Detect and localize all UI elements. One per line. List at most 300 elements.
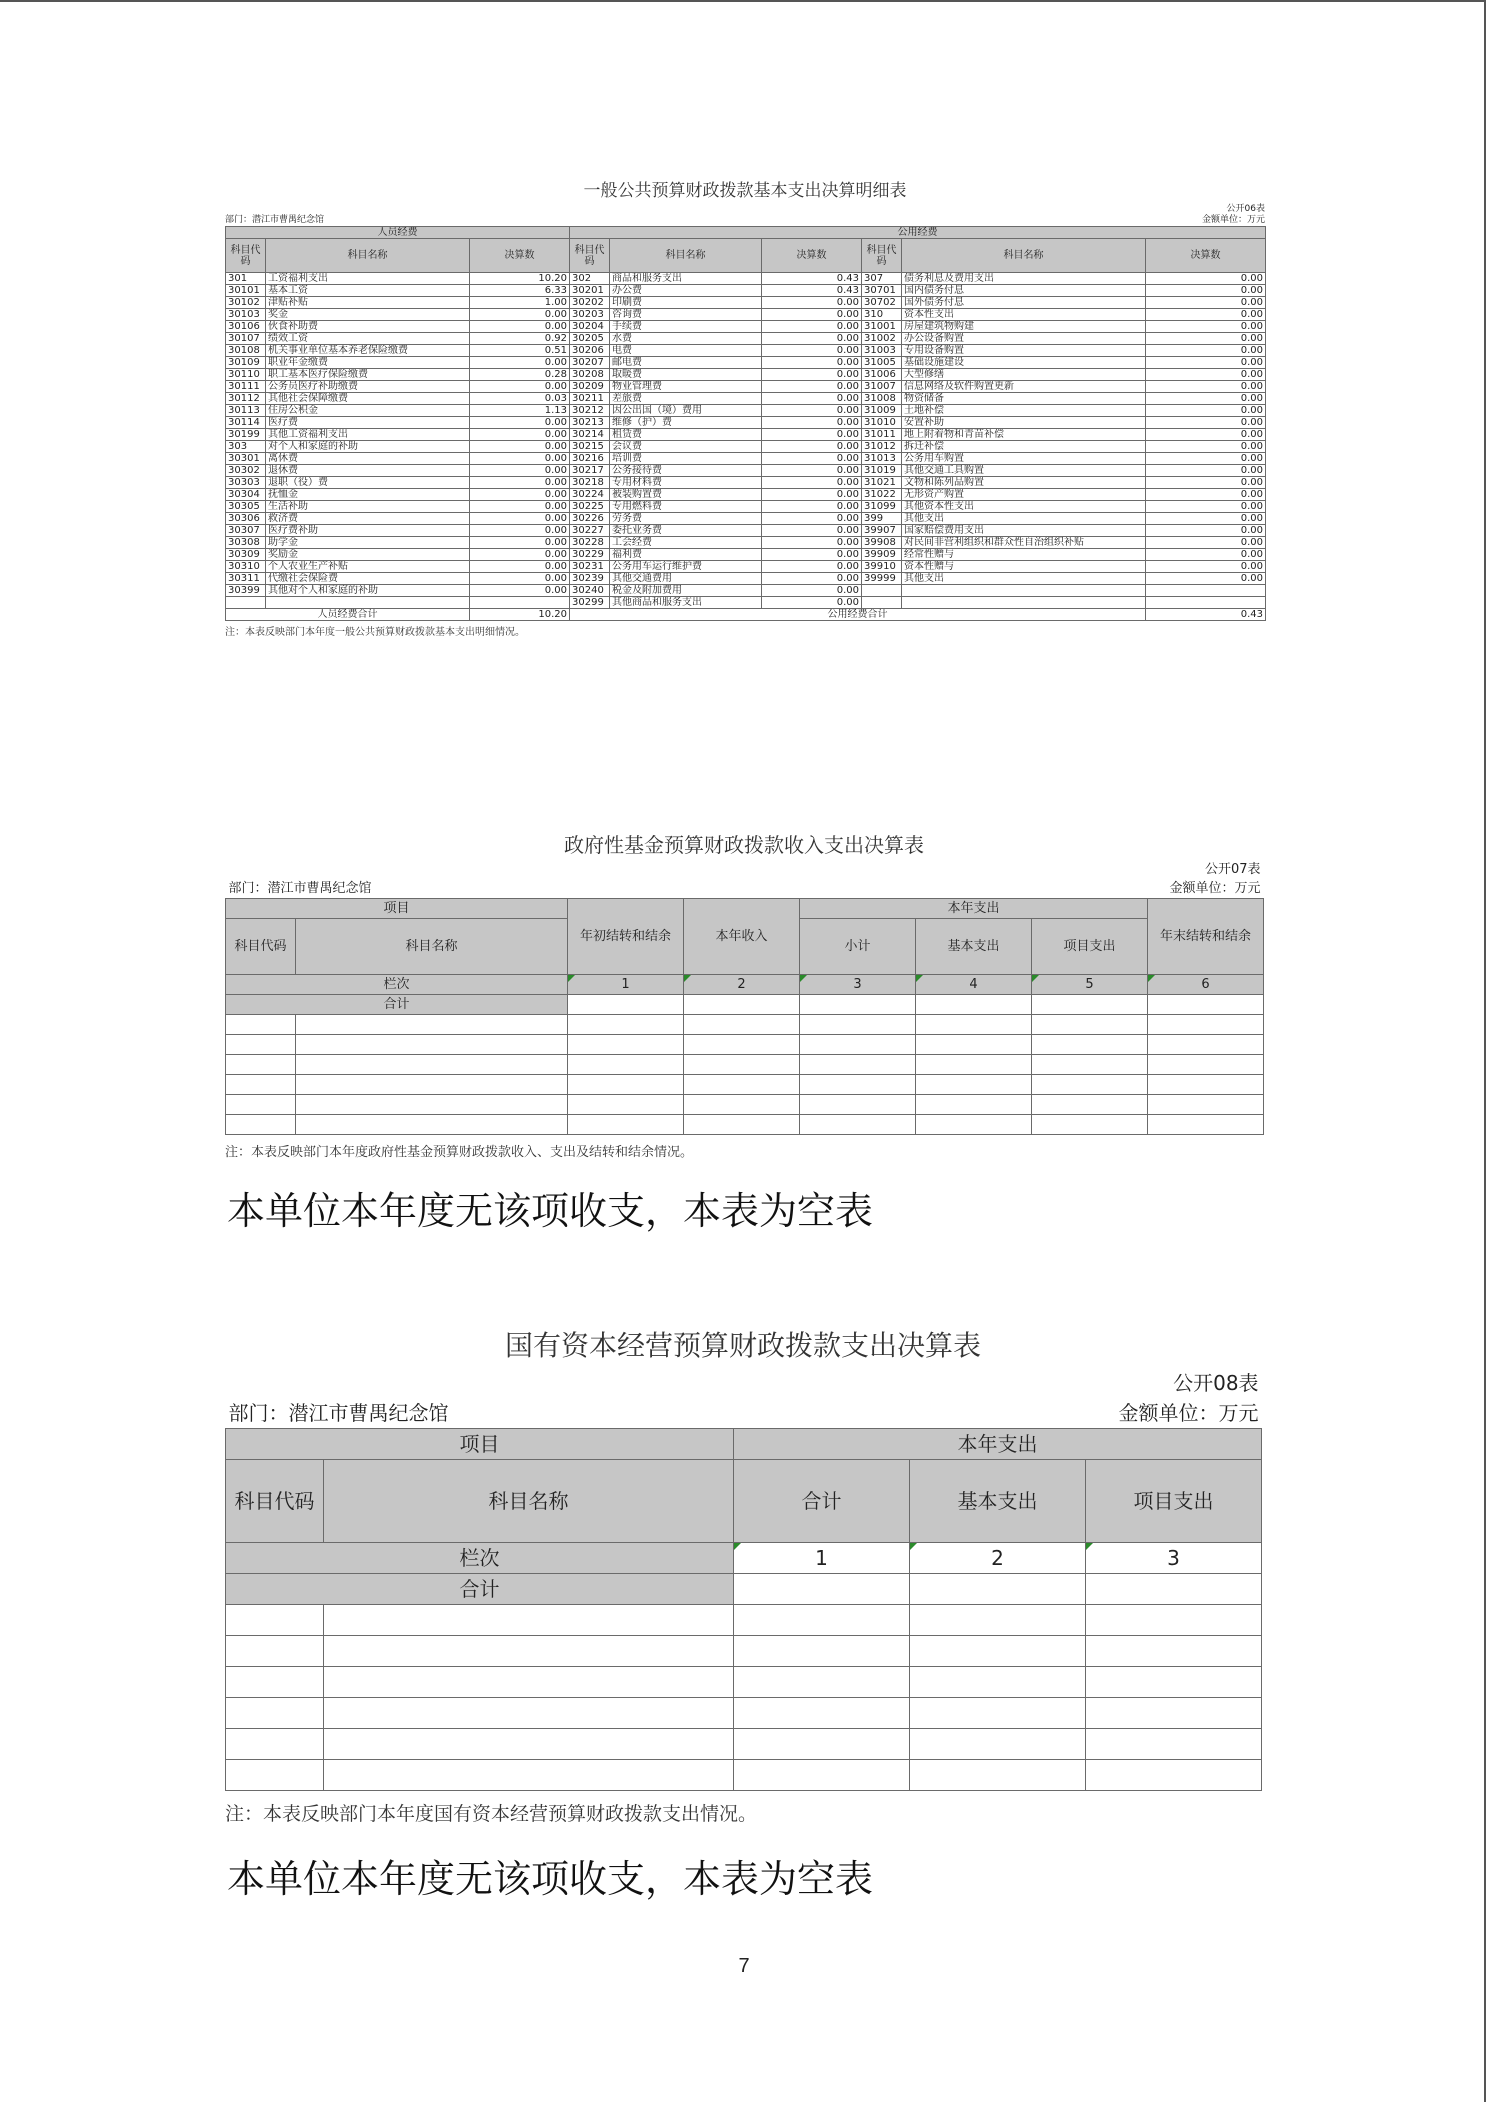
cell-code: 30109: [226, 357, 266, 369]
cell-code: [862, 597, 902, 609]
cell-amount: 0.00: [470, 501, 570, 513]
cell-code: 301: [226, 273, 266, 285]
cell-amount: 0.00: [470, 321, 570, 333]
cell-code: 30239: [570, 573, 610, 585]
table2-h-code: 科目代码: [226, 919, 296, 975]
cell-code: 30228: [570, 537, 610, 549]
cell-name: 福利费: [610, 549, 762, 561]
table1-row: [226, 273, 1266, 285]
cell-code: 30214: [570, 429, 610, 441]
table2-h-expense: 本年支出: [800, 899, 1148, 919]
cell-name: 其他商品和服务支出: [610, 597, 762, 609]
col-code: 科目代码: [570, 239, 610, 273]
cell-name: 退职（役）费: [266, 477, 470, 489]
table2-block: [225, 830, 1263, 1160]
cell-code: 30240: [570, 585, 610, 597]
cell-code: 30204: [570, 321, 610, 333]
table2-col-num: 2: [684, 975, 800, 995]
cell-name: 其他社会保障缴费: [266, 393, 470, 405]
cell-code: 307: [862, 273, 902, 285]
cell-code: [862, 585, 902, 597]
table2-h-name: 科目名称: [296, 919, 568, 975]
cell-amount: 0.00: [470, 513, 570, 525]
cell-code: 30102: [226, 297, 266, 309]
table1-row: [226, 561, 1266, 573]
cell-code: 39908: [862, 537, 902, 549]
group-public: 公用经费: [570, 227, 1266, 239]
table1-block: [225, 178, 1265, 638]
cell-amount: 0.00: [762, 417, 862, 429]
table1-row: [226, 501, 1266, 513]
table2-h-project: 项目支出: [1032, 919, 1148, 975]
cell-amount: 0.00: [1146, 537, 1266, 549]
cell-name: 印刷费: [610, 297, 762, 309]
cell-amount: 0.00: [1146, 501, 1266, 513]
table2-h-end: 年末结转和结余: [1148, 899, 1264, 975]
cell-code: 30209: [570, 381, 610, 393]
cell-amount: 6.33: [470, 285, 570, 297]
cell-name: 其他工资福利支出: [266, 429, 470, 441]
table1-unit: 金额单位：万元: [1201, 215, 1265, 225]
cell-amount: 0.00: [470, 561, 570, 573]
cell-name: 培训费: [610, 453, 762, 465]
cell-amount: 0.00: [1146, 273, 1266, 285]
cell-name: 国家赔偿费用支出: [902, 525, 1146, 537]
total-public-value: 0.43: [1146, 609, 1266, 621]
cell-name: 津贴补贴: [266, 297, 470, 309]
cell-amount: 0.00: [1146, 513, 1266, 525]
cell-code: 31011: [862, 429, 902, 441]
cell-amount: 0.00: [762, 573, 862, 585]
cell-code: 30111: [226, 381, 266, 393]
cell-amount: 0.00: [470, 525, 570, 537]
table2-h-item: 项目: [226, 899, 568, 919]
table1-row: [226, 573, 1266, 585]
cell-code: 30215: [570, 441, 610, 453]
table3-title: 国有资本经营预算财政拨款支出决算表: [504, 1329, 981, 1362]
cell-code: 30208: [570, 369, 610, 381]
table3-h-basic: 基本支出: [910, 1460, 1086, 1543]
cell-code: 31022: [862, 489, 902, 501]
cell-name: 维修（护）费: [610, 417, 762, 429]
cell-name: 物资储备: [902, 393, 1146, 405]
cell-amount: 0.00: [762, 585, 862, 597]
cell-code: 30110: [226, 369, 266, 381]
table3-form-no: 公开08表: [1173, 1371, 1259, 1395]
cell-amount: 0.00: [762, 405, 862, 417]
cell-name: 抚恤金: [266, 489, 470, 501]
table3-h-name: 科目名称: [324, 1460, 734, 1543]
table3-empty-row: [226, 1760, 1262, 1791]
cell-amount: 0.00: [762, 441, 862, 453]
col-amount: 决算数: [1146, 239, 1266, 273]
cell-code: 39907: [862, 525, 902, 537]
cell-code: 30199: [226, 429, 266, 441]
cell-name: 医疗费: [266, 417, 470, 429]
table1-footnote: 注：本表反映部门本年度一般公共预算财政拨款基本支出明细情况。: [225, 627, 525, 638]
col-amount: 决算数: [762, 239, 862, 273]
table1-row: [226, 537, 1266, 549]
cell-name: [902, 597, 1146, 609]
cell-code: 30303: [226, 477, 266, 489]
cell-name: 公务接待费: [610, 465, 762, 477]
cell-name: 电费: [610, 345, 762, 357]
cell-amount: 0.00: [1146, 321, 1266, 333]
total-public-label: 公用经费合计: [570, 609, 1146, 621]
cell-name: 税金及附加费用: [610, 585, 762, 597]
cell-amount: 0.00: [762, 381, 862, 393]
cell-amount: 0.00: [470, 381, 570, 393]
cell-amount: 0.00: [1146, 297, 1266, 309]
col-code: 科目代码: [226, 239, 266, 273]
table1-row: [226, 345, 1266, 357]
cell-amount: 0.00: [1146, 285, 1266, 297]
cell-code: 30201: [570, 285, 610, 297]
table1-dept: 部门：潜江市曹禺纪念馆: [225, 215, 325, 225]
cell-amount: 0.00: [1146, 393, 1266, 405]
cell-code: 30217: [570, 465, 610, 477]
table3-h-expense: 本年支出: [734, 1429, 1262, 1460]
cell-code: 30307: [226, 525, 266, 537]
table1-meta: [225, 204, 1265, 226]
cell-code: 30310: [226, 561, 266, 573]
cell-code: 39999: [862, 573, 902, 585]
cell-code: 30114: [226, 417, 266, 429]
table2-dept: 部门：潜江市曹禺纪念馆: [228, 881, 372, 896]
table2-empty-rows: [226, 1015, 1264, 1135]
table1-row: [226, 429, 1266, 441]
cell-code: 30106: [226, 321, 266, 333]
cell-amount: 0.00: [1146, 405, 1266, 417]
cell-amount: [1146, 597, 1266, 609]
cell-code: 30224: [570, 489, 610, 501]
cell-code: 30107: [226, 333, 266, 345]
table2-h-income: 本年收入: [684, 899, 800, 975]
table1-row: [226, 333, 1266, 345]
cell-code: 31006: [862, 369, 902, 381]
table1-row: [226, 381, 1266, 393]
table3-footnote: 注：本表反映部门本年度国有资本经营预算财政拨款支出情况。: [225, 1803, 758, 1825]
table1-row: [226, 477, 1266, 489]
cell-amount: 0.00: [1146, 549, 1266, 561]
cell-amount: 0.00: [1146, 573, 1266, 585]
cell-amount: 0.00: [470, 357, 570, 369]
cell-name: 劳务费: [610, 513, 762, 525]
table1-row: [226, 549, 1266, 561]
cell-name: 会议费: [610, 441, 762, 453]
cell-amount: 0.00: [1146, 561, 1266, 573]
cell-name: 信息网络及软件购置更新: [902, 381, 1146, 393]
cell-amount: 1.13: [470, 405, 570, 417]
cell-amount: 0.00: [762, 453, 862, 465]
cell-name: 工会经费: [610, 537, 762, 549]
cell-name: 住房公积金: [266, 405, 470, 417]
table3-h-total: 合计: [734, 1460, 910, 1543]
cell-amount: 10.20: [470, 273, 570, 285]
cell-name: 商品和服务支出: [610, 273, 762, 285]
cell-name: 个人农业生产补贴: [266, 561, 470, 573]
cell-amount: 0.00: [762, 465, 862, 477]
cell-code: 30202: [570, 297, 610, 309]
cell-amount: 0.00: [1146, 381, 1266, 393]
cell-name: 办公设备购置: [902, 333, 1146, 345]
cell-amount: 0.00: [1146, 345, 1266, 357]
cell-amount: 0.00: [1146, 525, 1266, 537]
cell-name: 生活补助: [266, 501, 470, 513]
cell-name: 工资福利支出: [266, 273, 470, 285]
cell-code: 30226: [570, 513, 610, 525]
cell-code: 30203: [570, 309, 610, 321]
cell-code: 30212: [570, 405, 610, 417]
cell-amount: 0.00: [1146, 453, 1266, 465]
cell-amount: 0.00: [1146, 441, 1266, 453]
cell-code: 30101: [226, 285, 266, 297]
cell-amount: 0.00: [470, 441, 570, 453]
cell-amount: 0.00: [762, 321, 862, 333]
cell-name: 因公出国（境）费用: [610, 405, 762, 417]
cell-name: 公务用车运行维护费: [610, 561, 762, 573]
total-personnel-label: 人员经费合计: [226, 609, 470, 621]
empty-table-note-2: 本单位本年度无该项收支，本表为空表: [227, 1857, 874, 1901]
cell-name: 物业管理费: [610, 381, 762, 393]
cell-name: 债务利息及费用支出: [902, 273, 1146, 285]
table2-form-no: 公开07表: [1205, 862, 1261, 877]
cell-amount: 0.43: [762, 273, 862, 285]
cell-name: 其他资本性支出: [902, 501, 1146, 513]
cell-name: 拆迁补偿: [902, 441, 1146, 453]
table1-row: [226, 417, 1266, 429]
cell-name: 奖励金: [266, 549, 470, 561]
cell-amount: 0.00: [1146, 465, 1266, 477]
cell-code: 39910: [862, 561, 902, 573]
cell-code: 30308: [226, 537, 266, 549]
cell-name: 绩效工资: [266, 333, 470, 345]
table1-title: 一般公共预算财政拨款基本支出决算明细表: [583, 181, 907, 201]
table3-col-num: 3: [1086, 1543, 1262, 1574]
table3-unit: 金额单位：万元: [1118, 1401, 1259, 1425]
cell-name: 基础设施建设: [902, 357, 1146, 369]
cell-amount: 0.00: [762, 549, 862, 561]
cell-code: 39909: [862, 549, 902, 561]
cell-amount: 0.00: [1146, 309, 1266, 321]
table2-empty-row: [226, 1015, 1264, 1035]
cell-amount: 0.00: [762, 537, 862, 549]
cell-code: 30108: [226, 345, 266, 357]
cell-name: [902, 585, 1146, 597]
table1-row: [226, 453, 1266, 465]
cell-code: 30225: [570, 501, 610, 513]
table1-row: [226, 393, 1266, 405]
cell-name: 其他对个人和家庭的补助: [266, 585, 470, 597]
total-personnel-value: 10.20: [470, 609, 570, 621]
cell-amount: 0.00: [470, 477, 570, 489]
empty-table-note-1: 本单位本年度无该项收支，本表为空表: [227, 1189, 874, 1233]
cell-name: 奖金: [266, 309, 470, 321]
table3-empty-row: [226, 1667, 1262, 1698]
table1-row: [226, 321, 1266, 333]
table2-empty-row: [226, 1095, 1264, 1115]
table3-row-total: 合计: [226, 1574, 734, 1605]
cell-name: 公务用车购置: [902, 453, 1146, 465]
table3-h-project: 项目支出: [1086, 1460, 1262, 1543]
cell-amount: 0.00: [762, 597, 862, 609]
cell-code: 30213: [570, 417, 610, 429]
cell-amount: 0.00: [762, 489, 862, 501]
cell-name: 其他支出: [902, 573, 1146, 585]
cell-name: 专用材料费: [610, 477, 762, 489]
cell-code: 31010: [862, 417, 902, 429]
cell-amount: 0.00: [470, 429, 570, 441]
cell-code: 30304: [226, 489, 266, 501]
cell-name: 基本工资: [266, 285, 470, 297]
col-name: 科目名称: [902, 239, 1146, 273]
table3-h-code: 科目代码: [226, 1460, 324, 1543]
cell-name: 大型修缮: [902, 369, 1146, 381]
table3-col-num: 1: [734, 1543, 910, 1574]
cell-name: 代缴社会保险费: [266, 573, 470, 585]
table2-h-begin: 年初结转和结余: [568, 899, 684, 975]
cell-code: 30702: [862, 297, 902, 309]
table1-row: [226, 513, 1266, 525]
table1-body: [226, 273, 1266, 609]
cell-amount: 0.43: [762, 285, 862, 297]
cell-name: [266, 597, 470, 609]
table2-empty-row: [226, 1115, 1264, 1135]
cell-amount: 1.00: [470, 297, 570, 309]
cell-code: 31008: [862, 393, 902, 405]
cell-name: 租赁费: [610, 429, 762, 441]
page-number: 7: [738, 1955, 750, 1977]
cell-name: 被装购置费: [610, 489, 762, 501]
cell-amount: 0.00: [470, 417, 570, 429]
table1-row: [226, 525, 1266, 537]
cell-name: 退休费: [266, 465, 470, 477]
cell-amount: 0.00: [1146, 357, 1266, 369]
cell-name: 职工基本医疗保险缴费: [266, 369, 470, 381]
table3: [225, 1368, 1262, 1791]
cell-amount: 0.00: [1146, 417, 1266, 429]
cell-name: 伙食补助费: [266, 321, 470, 333]
table3-dept: 部门：潜江市曹禺纪念馆: [228, 1401, 449, 1425]
cell-code: [226, 597, 266, 609]
cell-amount: 0.00: [762, 357, 862, 369]
col-name: 科目名称: [610, 239, 762, 273]
cell-name: 安置补助: [902, 417, 1146, 429]
col-amount: 决算数: [470, 239, 570, 273]
cell-code: 30299: [570, 597, 610, 609]
cell-code: 31005: [862, 357, 902, 369]
table1-row: [226, 465, 1266, 477]
cell-code: 30218: [570, 477, 610, 489]
table1-row: [226, 405, 1266, 417]
cell-name: 委托业务费: [610, 525, 762, 537]
cell-code: 31001: [862, 321, 902, 333]
cell-name: 文物和陈列品购置: [902, 477, 1146, 489]
table2-h-subtotal: 小计: [800, 919, 916, 975]
cell-code: 30205: [570, 333, 610, 345]
cell-name: 差旅费: [610, 393, 762, 405]
cell-code: 302: [570, 273, 610, 285]
cell-code: 30113: [226, 405, 266, 417]
table1-form-no: 公开06表: [1226, 204, 1265, 214]
cell-code: 30301: [226, 453, 266, 465]
cell-amount: 0.00: [762, 525, 862, 537]
table2-empty-row: [226, 1055, 1264, 1075]
table2-col-num: 1: [568, 975, 684, 995]
cell-amount: 0.00: [1146, 489, 1266, 501]
table3-row-col: 栏次: [226, 1543, 734, 1574]
table3-empty-row: [226, 1698, 1262, 1729]
cell-amount: 0.00: [470, 585, 570, 597]
table2-empty-row: [226, 1035, 1264, 1055]
cell-name: 水费: [610, 333, 762, 345]
cell-name: 房屋建筑物购建: [902, 321, 1146, 333]
cell-name: 专用燃料费: [610, 501, 762, 513]
table2-col-num: 4: [916, 975, 1032, 995]
cell-code: 31019: [862, 465, 902, 477]
cell-code: 31002: [862, 333, 902, 345]
cell-code: 30229: [570, 549, 610, 561]
cell-code: 31007: [862, 381, 902, 393]
table2-col-num: 5: [1032, 975, 1148, 995]
table2-row-total: 合计: [226, 995, 568, 1015]
cell-name: 咨询费: [610, 309, 762, 321]
cell-name: 离休费: [266, 453, 470, 465]
table3-empty-row: [226, 1605, 1262, 1636]
cell-amount: 0.00: [470, 309, 570, 321]
cell-code: 30211: [570, 393, 610, 405]
table1-row: [226, 597, 1266, 609]
group-personnel: 人员经费: [226, 227, 570, 239]
cell-name: 助学金: [266, 537, 470, 549]
table1-row: [226, 285, 1266, 297]
table1: [225, 226, 1266, 621]
table1-row: [226, 369, 1266, 381]
cell-amount: 0.00: [762, 369, 862, 381]
table2-h-basic: 基本支出: [916, 919, 1032, 975]
cell-name: 对民间非营利组织和群众性自治组织补贴: [902, 537, 1146, 549]
table1-row: [226, 489, 1266, 501]
cell-amount: 0.00: [1146, 333, 1266, 345]
cell-code: 30306: [226, 513, 266, 525]
cell-code: 31009: [862, 405, 902, 417]
cell-code: 31021: [862, 477, 902, 489]
cell-name: 地上附着物和青苗补偿: [902, 429, 1146, 441]
cell-code: 31099: [862, 501, 902, 513]
cell-code: 30206: [570, 345, 610, 357]
cell-code: 310: [862, 309, 902, 321]
cell-amount: 0.92: [470, 333, 570, 345]
table3-empty-row: [226, 1636, 1262, 1667]
cell-name: 国外债务付息: [902, 297, 1146, 309]
cell-code: 30103: [226, 309, 266, 321]
col-name: 科目名称: [266, 239, 470, 273]
cell-amount: [1146, 585, 1266, 597]
cell-code: 30302: [226, 465, 266, 477]
cell-name: 对个人和家庭的补助: [266, 441, 470, 453]
col-code: 科目代码: [862, 239, 902, 273]
cell-amount: 0.00: [762, 393, 862, 405]
table3-col-num: 2: [910, 1543, 1086, 1574]
cell-code: 30309: [226, 549, 266, 561]
table1-row: [226, 309, 1266, 321]
table1-row: [226, 357, 1266, 369]
cell-amount: 0.00: [470, 489, 570, 501]
cell-name: 办公费: [610, 285, 762, 297]
cell-name: 邮电费: [610, 357, 762, 369]
cell-code: 30311: [226, 573, 266, 585]
cell-amount: 0.00: [762, 477, 862, 489]
